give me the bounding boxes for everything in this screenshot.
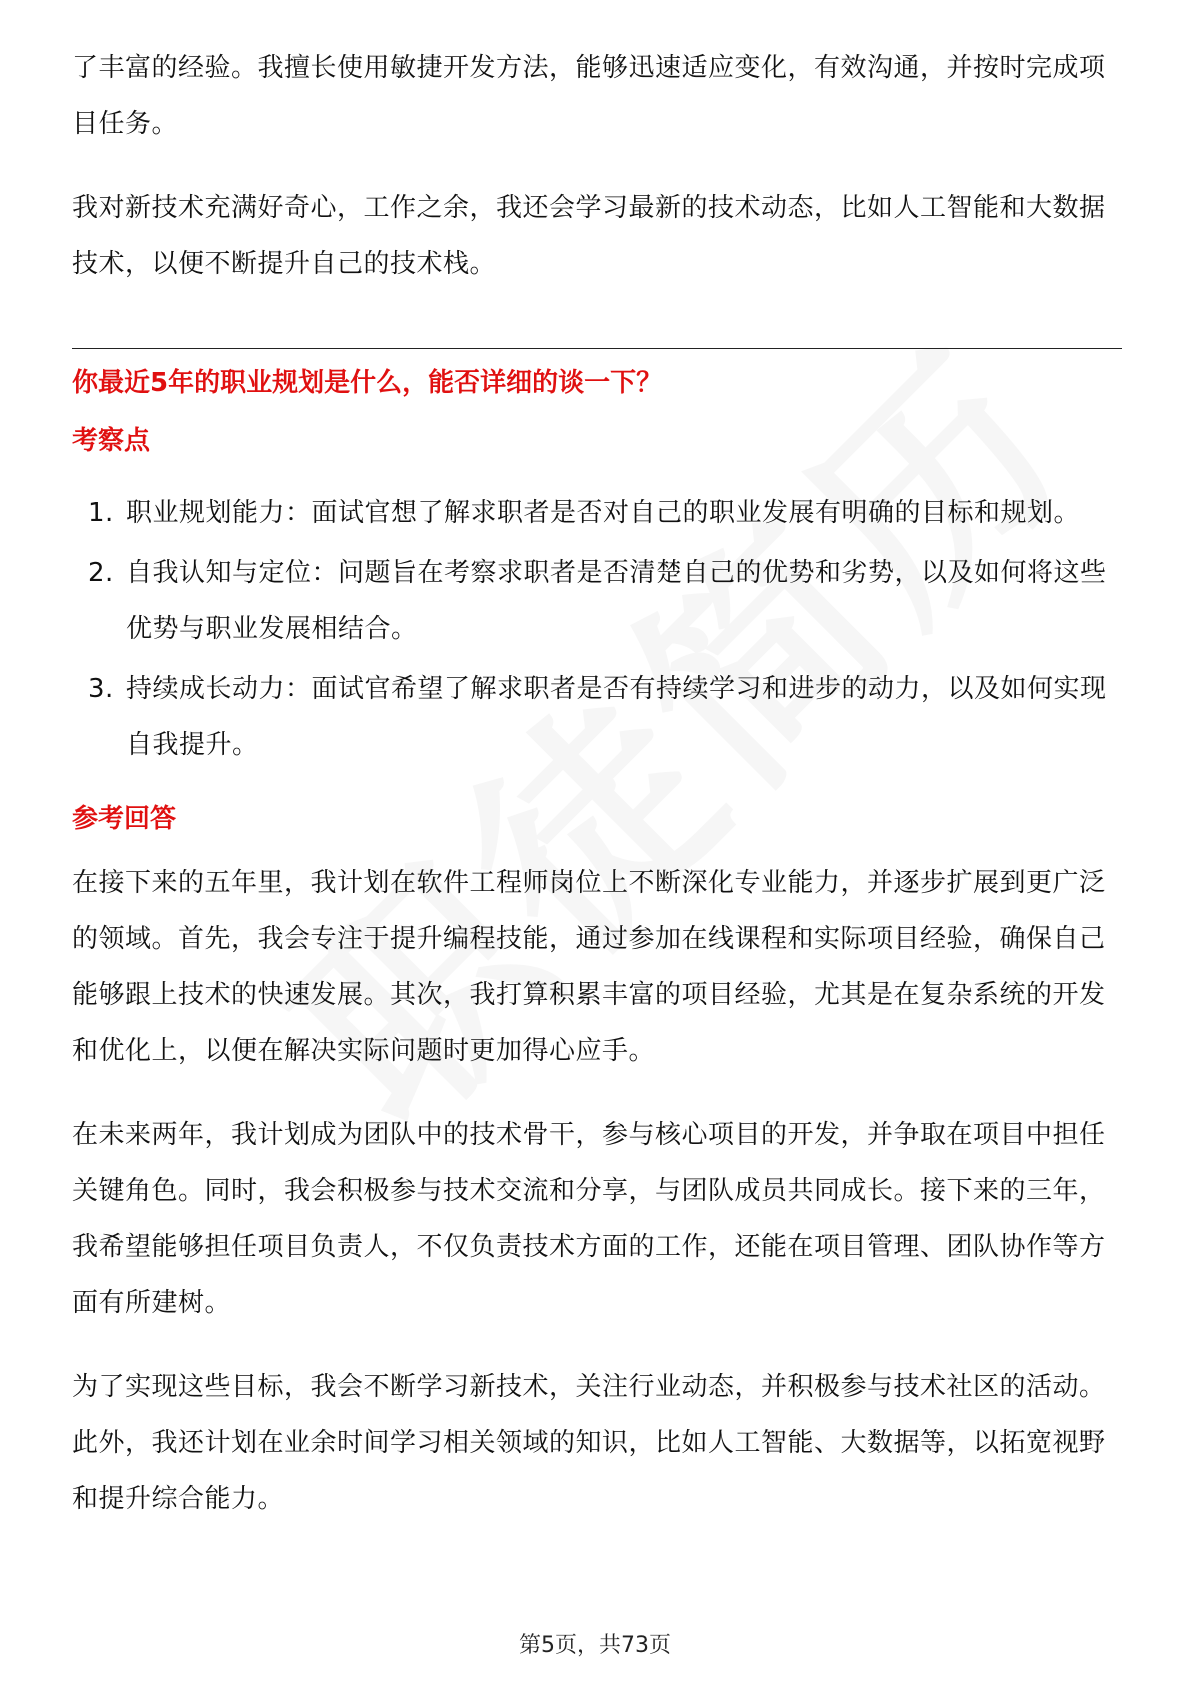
assessment-item (72, 485, 1122, 541)
answer-paragraph: 在接下来的五年里，我计划在软件工程师岗位上不断深化专业能力，并逐步扩展到更广泛的领域。首先，我会专注于提升编程技能，通过参加在线课程和实际项目经验，确保自己能够跟上技术的快速发展。其次，我打算积累丰富的项目经验，尤其是在复杂系统的开发和优化上，以便在解决实际问题时更加得心应手。 (72, 868, 1106, 1066)
assessment-text: 职业规划能力：面试官想了解求职者是否对自己的职业发展有明确的目标和规划。 (126, 498, 1081, 528)
assessment-text: 自我认知与定位：问题旨在考察求职者是否清楚自己的优势和劣势，以及如何将这些优势与职业发展相结合。 (126, 558, 1107, 644)
assessment-text: 持续成长动力：面试官希望了解求职者是否有持续学习和进步的动力，以及如何实现自我提升。 (126, 674, 1107, 760)
page-content (72, 40, 1122, 1555)
assessment-item (72, 661, 1122, 773)
answer-title: 参考回答 (72, 804, 177, 834)
list-number: 3. (88, 674, 114, 704)
section-divider (72, 348, 1122, 349)
assessment-item (72, 545, 1122, 657)
list-number: 2. (88, 558, 114, 588)
assessment-title: 考察点 (72, 426, 151, 456)
assessment-list (72, 485, 1122, 773)
answer-paragraph: 为了实现这些目标，我会不断学习新技术，关注行业动态，并积极参与技术社区的活动。此外，我还计划在业余时间学习相关领域的知识，比如人工智能、大数据等，以拓宽视野和提升综合能力。 (72, 1372, 1106, 1514)
intro-paragraph: 了丰富的经验。我擅长使用敏捷开发方法，能够迅速适应变化，有效沟通，并按时完成项目任务。 (72, 53, 1106, 139)
intro-paragraph: 我对新技术充满好奇心，工作之余，我还会学习最新的技术动态，比如人工智能和大数据技术，以便不断提升自己的技术栈。 (72, 193, 1106, 279)
answer-paragraph: 在未来两年，我计划成为团队中的技术骨干，参与核心项目的开发，并争取在项目中担任关键角色。同时，我会积极参与技术交流和分享，与团队成员共同成长。接下来的三年，我希望能够担任项目负责人，不仅负责技术方面的工作，还能在项目管理、团队协作等方面有所建树。 (72, 1120, 1106, 1318)
question-heading: 你最近5年的职业规划是什么，能否详细的谈一下？ (72, 368, 663, 398)
list-number: 1. (88, 498, 114, 528)
page-footer: 第5页，共73页 (519, 1633, 671, 1658)
